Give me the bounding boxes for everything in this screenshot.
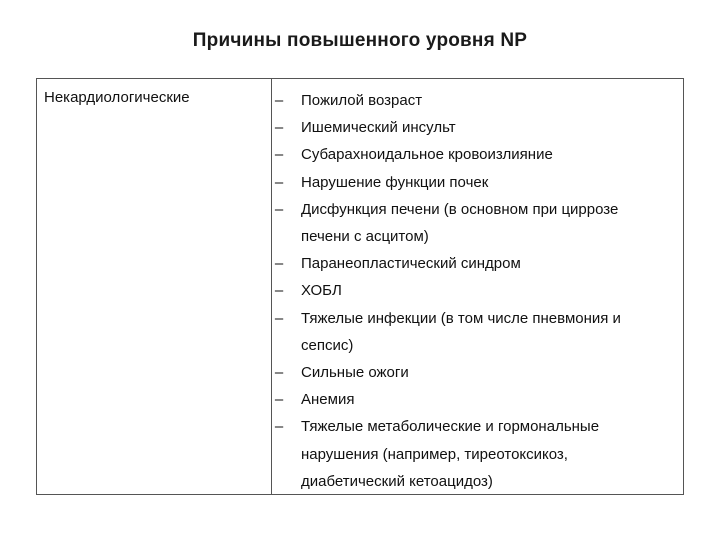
category-label: Некардиологические [44,89,190,106]
list-item-text [269,413,679,495]
list-item-line: Тяжелые метаболические и гормональные [301,418,600,436]
list-item-line: Нарушение функции почек [301,173,489,191]
list-item [269,169,679,196]
list-item-line: Ишемический инсульт [301,119,456,137]
dash-bullet: – [274,282,284,300]
list-item-text [269,87,679,114]
list-item-line: Паранеопластический синдром [301,255,521,273]
list-item-text [269,305,679,359]
list-item [269,277,679,304]
list-item-line: Дисфункция печени (в основном при циррозе [301,200,619,218]
list-item [269,386,679,413]
dash-bullet: – [274,255,284,273]
list-item-line: нарушения (например, тиреотоксикоз, [301,445,568,463]
list-item [269,413,679,495]
list-item-line: сепсис) [301,336,354,354]
list-item-line: Субарахноидальное кровоизлияние [301,146,553,164]
dash-bullet: – [274,146,284,164]
list-item-line: Пожилой возраст [301,92,423,109]
list-item-text [269,386,679,413]
causes-list [269,87,679,495]
dash-bullet: – [274,364,284,382]
dash-bullet: – [274,418,284,436]
list-item-text [269,250,679,277]
causes-table [36,78,684,495]
list-item-text [269,359,679,386]
dash-bullet: – [274,391,284,409]
list-item-text [269,141,679,168]
list-item [269,141,679,168]
list-item [269,196,679,250]
list-item [269,114,679,141]
list-item [269,87,679,114]
list-item-line: Анемия [301,391,355,409]
list-item [269,305,679,359]
list-item-line: диабетический кетоацидоз) [301,472,493,490]
dash-bullet: – [274,173,284,191]
dash-bullet: – [274,309,284,327]
list-item [269,250,679,277]
dash-bullet: – [274,92,284,109]
list-item-text [269,114,679,141]
dash-bullet: – [274,119,284,137]
list-item-line: ХОБЛ [301,282,342,300]
list-item-text [269,277,679,304]
list-item-line: печени с асцитом) [301,228,429,246]
list-item-line: Тяжелые инфекции (в том числе пневмония и [301,309,621,327]
list-item-line: Сильные ожоги [301,364,409,382]
list-item-text [269,196,679,250]
slide-title: Причины повышенного уровня NP [192,30,528,51]
dash-bullet: – [274,200,284,218]
list-item-text [269,169,679,196]
list-item [269,359,679,386]
